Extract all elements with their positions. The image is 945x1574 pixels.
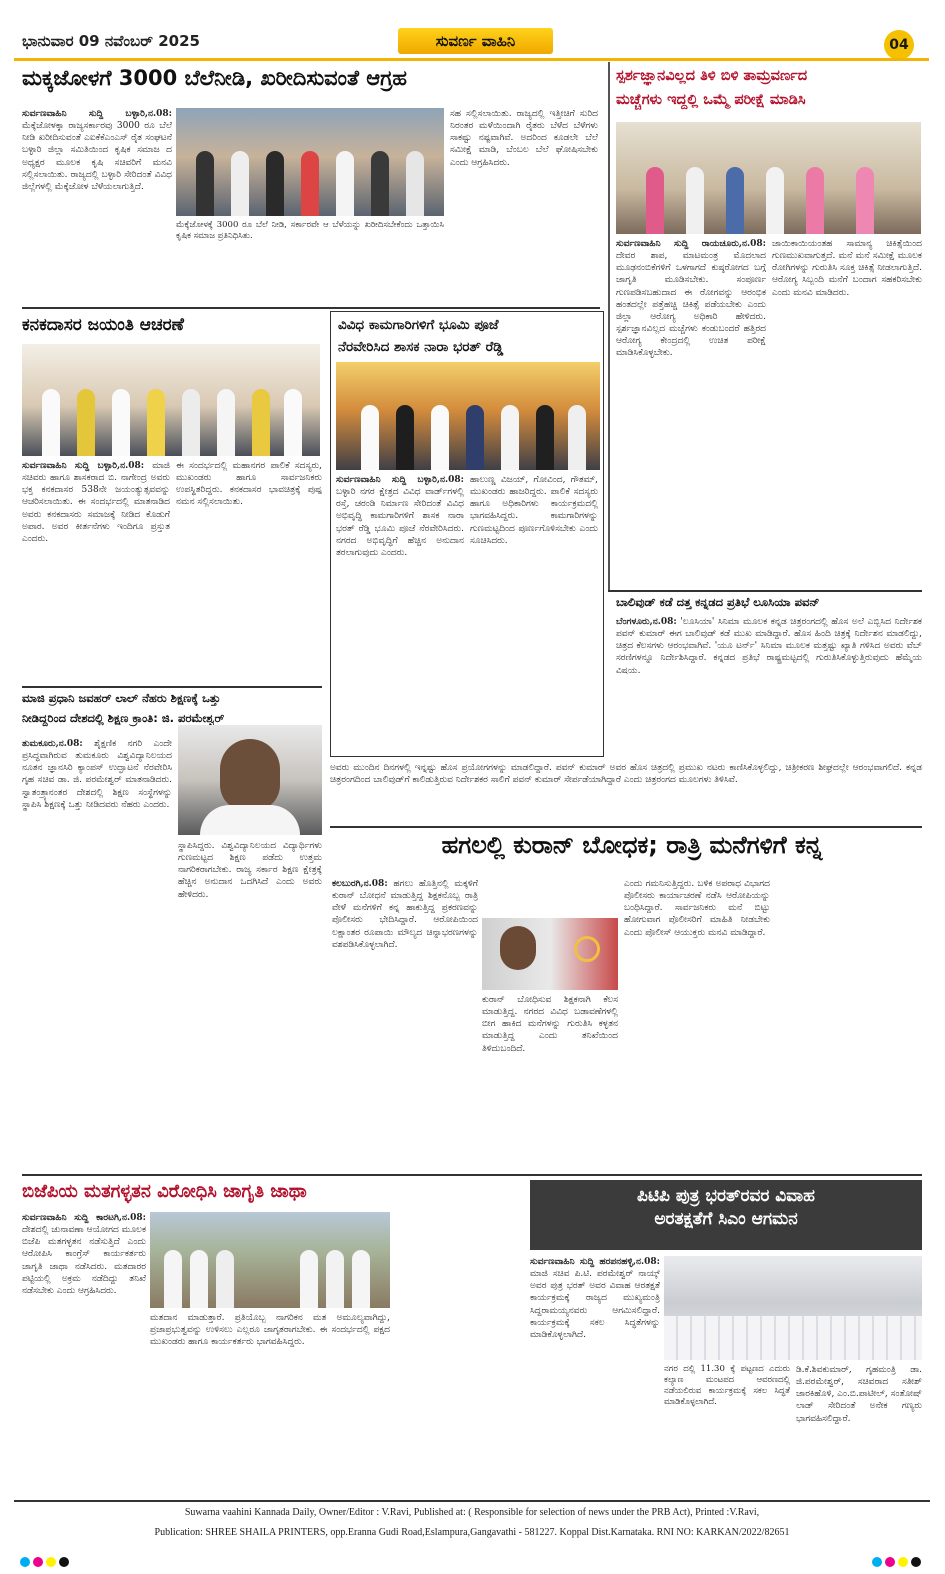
article-body xyxy=(22,460,170,682)
article-body-continued: ಮತದಾನ ಮಾಡುತ್ತಾರೆ. ಪ್ರತಿಯೊಬ್ಬ ನಾಗರಿಕನ ಮತ ಅಮೂಲ್ಯವಾಗಿದ್ದು, ಪ್ರಜಾಪ್ರಭುತ್ವವನ್ನು ಉಳಿಸಲು ಎಲ್ಲರೂ ಜಾಗೃತರಾಗಬೇಕು. ಈ ಸಂದರ್ಭದಲ್ಲಿ ಪಕ್ಷದ ಮುಖಂಡರು ಹಾಗೂ ಕಾರ್ಯಕರ್ತರು ಭಾಗವಹಿಸಿದ್ದರು. xyxy=(150,1313,390,1348)
headline-ptp-line2: ಅರತಕ್ಷತೆಗೆ ಸಿಎಂ ಆಗಮನ xyxy=(654,1209,798,1230)
portrait-shirt xyxy=(200,805,300,835)
article-text: ಬಳ್ಳಾರಿ ನಗರ ಕ್ಷೇತ್ರದ ವಿವಿಧ ವಾರ್ಡ್‌ಗಳಲ್ಲಿ ರಸ್ತೆ, ಚರಂಡಿ ನಿರ್ಮಾಣ ಸೇರಿದಂತೆ ವಿವಿಧ ಅಭಿವೃದ್ಧಿ ಕಾಮಗಾರಿಗಳಿಗೆ ಶಾಸಕ ನಾರಾ ಭರತ್ ರೆಡ್ಡಿ ಭೂಮಿ ಪೂಜೆ ನೆರವೇರಿಸಿದರು. ನಗರದ ಅಭಿವೃದ್ಧಿಗೆ ಹೆಚ್ಚಿನ ಅನುದಾನ ತರಲಾಗುವುದು ಎಂದರು. xyxy=(336,487,464,558)
photo-parameshwar-portrait xyxy=(178,725,322,835)
article-body xyxy=(530,1256,660,1496)
article-text: ದೇವರ ಶಾಪ, ಮಾಟಮಂತ್ರ ಮೊದಲಾದ ಮೂಢನಂಬಿಕೆಗಳಿಗೆ ಒಳಗಾಗದೆ ಕುಷ್ಠರೋಗದ ಬಗ್ಗೆ ಜಾಗೃತಿ ಮೂಡಿಸಬೇಕು. ಸಂಪೂರ್ಣ ಗುಣಪಡಿಸಬಹುದಾದ ಈ ರೋಗವನ್ನು ಆರಂಭಿಕ ಹಂತದಲ್ಲೇ ಪತ್ತೆಹಚ್ಚಿ ಚಿಕಿತ್ಸೆ ಪಡೆಯಬೇಕು ಎಂದು ಜಿಲ್ಲಾ ಆರೋಗ್ಯ ಅಧಿಕಾರಿ ಹೇಳಿದರು. ಸ್ಪರ್ಶಜ್ಞಾನವಿಲ್ಲದ ಮಚ್ಚೆಗಳು ಕಂಡುಬಂದರೆ ಹತ್ತಿರದ ಆರೋಗ್ಯ ಕೇಂದ್ರದಲ್ಲಿ ಉಚಿತ ಪರೀಕ್ಷೆ ಮಾಡಿಸಿಕೊಳ್ಳಬೇಕು. xyxy=(616,251,766,359)
photo-caption: ನಗರ ದಲ್ಲಿ 11.30 ಕ್ಕೆ ಪಟ್ಟಣದ ಎದುರು ಕಲ್ಯಾಣ ಮಂಟಪದ ಆವರಣದಲ್ಲಿ ನಡೆಯಲಿರುವ ಕಾರ್ಯಕ್ರಮಕ್ಕೆ ಸಕಲ ಸಿದ್ಧತೆ ಮಾಡಿಕೊಳ್ಳಲಾಗಿದೆ. xyxy=(664,1364,790,1408)
article-body-continued: ಈ ಸಂದರ್ಭದಲ್ಲಿ ಮಹಾನಗರ ಪಾಲಿಕೆ ಸದಸ್ಯರು, ಮುಖಂಡರು ಹಾಗೂ ಸಾರ್ವಜನಿಕರು ಉಪಸ್ಥಿತರಿದ್ದರು. ಕನಕದಾಸರ ಭಾವಚಿತ್ರಕ್ಕೆ ಪುಷ್ಪ ನಮನ ಸಲ್ಲಿಸಲಾಯಿತು. xyxy=(176,461,322,508)
photo-wedding-venue xyxy=(664,1256,922,1360)
article-text: ಮಾಜಿ ಸಚಿವ ಪಿ.ಟಿ. ಪರಮೇಶ್ವರ್ ನಾಯ್ಕ್ ಅವರ ಪುತ್ರ ಭರತ್ ಅವರ ವಿವಾಹ ಆರತಕ್ಷತೆ ಕಾರ್ಯಕ್ರಮಕ್ಕೆ ರಾಜ್ಯದ ಮುಖ್ಯಮಂತ್ರಿ ಸಿದ್ದರಾಮಯ್ಯನವರು ಆಗಮಿಸಲಿದ್ದಾರೆ. ಕಾರ್ಯಕ್ರಮಕ್ಕೆ ಸಕಲ ಸಿದ್ಧತೆಗಳನ್ನು ಮಾಡಿಕೊಳ್ಳಲಾಗಿದೆ. xyxy=(530,1269,660,1340)
headline-nehru-line2: ನೀಡಿದ್ದರಿಂದ ದೇಶದಲ್ಲಿ ಶಿಕ್ಷಣ ಕ್ರಾಂತಿ: ಜಿ. ಪರಮೇಶ್ವರ್ xyxy=(22,711,225,725)
accused-face xyxy=(500,926,536,970)
headline-bjp: ಬಿಜೆಪಿಯ ಮತಗಳ್ಳತನ ವಿರೋಧಿಸಿ ಜಾಗೃತಿ ಜಾಥಾ xyxy=(22,1181,307,1202)
article-text: ಮೆಕ್ಕೆಜೋಳಕ್ಕಾ ರಾಜ್ಯಸರ್ಕಾರವು 3000 ರೂ ಬೆಲೆ ನೀಡಿ ಖರೀದಿಸುವಂತೆ ಎಐಕೆಕೆಎಂಎಸ್ ರೈತ ಸಂಘಟನೆ ಬಳ್ಳಾರಿ ಜಿಲ್ಲಾ ಸಮಿತಿಯಿಂದ ಕೃಷಿಕ ಸಮಾಜ ದ ಅಧ್ಯಕ್ಷರ ಮೂಲಕ ಕೃಷಿ ಸಚಿವರಿಗೆ ಮನವಿ ಸಲ್ಲಿಸಲಾಯಿತು. ರಾಜ್ಯದಲ್ಲಿ ಬಳ್ಳಾರಿ ಸೇರಿದಂತೆ ವಿವಿಧ ಜಿಲ್ಲೆಗಳಲ್ಲಿ ಮೆಕ್ಕೆಜೋಳ ಬೆಳೆಯಲಾಗುತ್ತಿದೆ. xyxy=(22,121,172,192)
headline-sparsha-line1: ಸ್ಪರ್ಶಜ್ಞಾನವಿಲ್ಲದ ತಿಳಿ ಬಿಳಿ ತಾಮ್ರವರ್ಣದ xyxy=(616,68,808,84)
section-rule xyxy=(22,307,600,309)
masthead-rule xyxy=(14,58,929,61)
section-rule xyxy=(330,826,922,828)
photo-caption: ಮೆಕ್ಕೆಜೋಳಕ್ಕೆ 3000 ರೂ ಬೆಲೆ ನೀಡಿ, ಸರ್ಕಾರವೇ ಆ ಬೆಳೆಯನ್ನು ಖರೀದಿಸಬೇಕೆಂದು ಒತ್ತಾಯಿಸಿ ಕೃಷಿಕ ಸಮಾಜ ಪ್ರತಿನಿಧಿಸಿತು. xyxy=(176,220,444,242)
section-rule xyxy=(22,686,322,688)
photo-accused-and-jewellery xyxy=(482,918,618,990)
article-body xyxy=(616,238,766,588)
article-body-continued: ಸಹ ಸಲ್ಲಿಸಲಾಯಿತು. ರಾಜ್ಯದಲ್ಲಿ ಇತ್ತೀಚಿಗೆ ಸುರಿದ ನಿರಂತರ ಮಳೆಯಿಂದಾಗಿ ರೈತರು ಬೆಳೆದ ಬೆಳೆಗಳು ಸಾಕಷ್ಟು ನಷ್ಟವಾಗಿವೆ. ಅದರಿಂದ ಕೂಡಲೇ ಬೆಲೆ ಸಮೀಕ್ಷೆ ಮಾಡಿ, ಬೆಂಬಲ ಬೆಲೆ ಘೋಷಿಸಬೇಕು ಎಂದು ಆಗ್ರಹಿಸಿದರು. xyxy=(450,109,598,168)
footer-rule xyxy=(14,1500,930,1502)
article-text: ಮಾಜಿ ಸಚಿವರು ಹಾಗೂ ಶಾಸಕರಾದ ಬಿ. ನಾಗೇಂದ್ರ ಅವರು ಭಕ್ತ ಕನಕದಾಸರ 538ನೇ ಜಯಂತ್ಯುತ್ಸವವನ್ನು ಆಚರಿಸಲಾಯಿತು. ಈ ಸಂದರ್ಭದಲ್ಲಿ ಮಾತನಾಡಿದ ಅವರು ಕನಕದಾಸರು ಸಮಾಜಕ್ಕೆ ನೀಡಿದ ಕೊಡುಗೆ ಅಪಾರ. ಅವರ ಕೀರ್ತನೆಗಳು ಇಂದಿಗೂ ಪ್ರಸ್ತುತ ಎಂದರು. xyxy=(22,461,170,544)
photo-bjp-jatha xyxy=(150,1212,390,1308)
article-body-continued: ಜಾಯಿಕಾಯಿಯಂತಹ ಸಾಮಾನ್ಯ ಚಿಕಿತ್ಸೆಯಿಂದ ಗುಣಮುಖವಾಗುತ್ತದೆ. ಮನೆ ಮನೆ ಸಮೀಕ್ಷೆ ಮೂಲಕ ರೋಗಿಗಳನ್ನು ಗುರುತಿಸಿ ಸೂಕ್ತ ಚಿಕಿತ್ಸೆ ನೀಡಲಾಗುತ್ತಿದೆ. ಆರೋಗ್ಯ ಸಿಬ್ಬಂದಿ ಮನೆಗೆ ಬಂದಾಗ ಸಹಕರಿಸಬೇಕು ಎಂದು ಮನವಿ ಮಾಡಿದರು. xyxy=(772,239,922,298)
dateline: ಸುರ್ವಣವಾಹಿನಿ ಸುದ್ದಿ ರಾಯಚೂರು,ನ.08: xyxy=(616,239,766,249)
article-body xyxy=(22,108,172,304)
article-body-continued: ಕುರಾನ್ ಬೋಧಿಸುವ ಶಿಕ್ಷಕನಾಗಿ ಕೆಲಸ ಮಾಡುತ್ತಿದ್ದ. ನಗರದ ವಿವಿಧ ಬಡಾವಣೆಗಳಲ್ಲಿ ಬೀಗ ಹಾಕಿದ ಮನೆಗಳನ್ನು ಗುರುತಿಸಿ ಕಳ್ಳತನ ಮಾಡುತ್ತಿದ್ದ ಎಂದು ತನಿಖೆಯಿಂದ ತಿಳಿದುಬಂದಿದೆ. xyxy=(482,995,618,1054)
article-body-continued: ಸ್ಥಾಪಿಸಿದ್ದರು. ವಿಶ್ವವಿದ್ಯಾನಿಲಯದ ವಿದ್ಯಾರ್ಥಿಗಳು ಗುಣಮಟ್ಟದ ಶಿಕ್ಷಣ ಪಡೆದು ಉತ್ತಮ ನಾಗರಿಕರಾಗಬೇಕು. ರಾಜ್ಯ ಸರ್ಕಾರ ಶಿಕ್ಷಣ ಕ್ಷೇತ್ರಕ್ಕೆ ಹೆಚ್ಚಿನ ಅನುದಾನ ಒದಗಿಸಿದೆ ಎಂದು ಅವರು ಹೇಳಿದರು. xyxy=(178,841,322,900)
imprint-line-1: Suwarna vaahini Kannada Daily, Owner/Editor : V.Ravi, Published at: ( Responsible for selection of news under the PRB Act), Printed :V.Ravi, xyxy=(184,1507,760,1518)
article-body-continued: ಡಿ.ಕೆ.ಶಿವಕುಮಾರ್, ಗೃಹಮಂತ್ರಿ ಡಾ. ಜಿ.ಪರಮೇಶ್ವರ್, ಸಚಿವರಾದ ಸತೀಶ್ ಜಾರಕಿಹೊಳಿ, ಎಂ.ಬಿ.ಪಾಟೀಲ್, ಸಂತೋಷ್ ಲಾಡ್ ಸೇರಿದಂತೆ ಅನೇಕ ಗಣ್ಯರು ಭಾಗವಹಿಸಲಿದ್ದಾರೆ. xyxy=(796,1365,922,1424)
headline-bhoomi-line1: ವಿವಿಧ ಕಾಮಗಾರಿಗಳಿಗೆ ಭೂಮಿ ಪೂಜೆ xyxy=(338,317,499,333)
photo-bhoomi-pooje xyxy=(336,362,600,470)
article-text: ಹಗಲು ಹೊತ್ತಿನಲ್ಲಿ ಮಕ್ಕಳಿಗೆ ಕುರಾನ್ ಬೋಧನೆ ಮಾಡುತ್ತಿದ್ದ ಶಿಕ್ಷಕನೊಬ್ಬ ರಾತ್ರಿ ವೇಳೆ ಮನೆಗಳಿಗೆ ಕನ್ನ ಹಾಕುತ್ತಿದ್ದ ಪ್ರಕರಣವನ್ನು ಪೊಲೀಸರು ಭೇದಿಸಿದ್ದಾರೆ. ಆರೋಪಿಯಿಂದ ಲಕ್ಷಾಂತರ ರೂಪಾಯಿ ಮೌಲ್ಯದ ಚಿನ್ನಾಭರಣಗಳನ್ನು ವಶಪಡಿಸಿಕೊಳ್ಳಲಾಗಿದೆ. xyxy=(332,879,478,950)
article-text: 'ಲೂಸಿಯಾ' ಸಿನಿಮಾ ಮೂಲಕ ಕನ್ನಡ ಚಿತ್ರರಂಗದಲ್ಲಿ ಹೊಸ ಅಲೆ ಎಬ್ಬಿಸಿದ ನಿರ್ದೇಶಕ ಪವನ್ ಕುಮಾರ್ ಈಗ ಬಾಲಿವುಡ್ ಕಡೆ ಮುಖ ಮಾಡಿದ್ದಾರೆ. ಹೊಸ ಹಿಂದಿ ಚಿತ್ರಕ್ಕೆ ನಿರ್ದೇಶನ ಮಾಡಲಿದ್ದು, ಚಿತ್ರದ ಕೆಲಸಗಳು ಆರಂಭವಾಗಿವೆ. 'ಯೂ ಟರ್ನ್' ಸಿನಿಮಾ ಮೂಲಕ ಮತ್ತಷ್ಟು ಖ್ಯಾತಿ ಗಳಿಸಿದ ಅವರು ವೆಬ್ ಸರಣಿಗಳನ್ನೂ ನಿರ್ದೇಶಿಸಿದ್ದಾರೆ. ಕನ್ನಡದ ಪ್ರತಿಭೆ ರಾಷ್ಟ್ರಮಟ್ಟದಲ್ಲಿ ಗುರುತಿಸಿಕೊಳ್ಳುತ್ತಿರುವುದು ಹೆಮ್ಮೆಯ ವಿಷಯ. xyxy=(616,617,922,676)
article-body xyxy=(332,878,478,1170)
column-rule xyxy=(608,62,610,590)
article-text: ದೇಶದಲ್ಲಿ ಚುನಾವಣಾ ಆಯೋಗದ ಮೂಲಕ ಬಿಜೆಪಿ ಮತಗಳ್ಳತನ ನಡೆಸುತ್ತಿದೆ ಎಂದು ಆರೋಪಿಸಿ ಕಾಂಗ್ರೆಸ್ ಕಾರ್ಯಕರ್ತರು ಜಾಗೃತಿ ಜಾಥಾ ನಡೆಸಿದರು. ಮತದಾರರ ಪಟ್ಟಿಯಲ್ಲಿ ಅಕ್ರಮ ನಡೆದಿದ್ದು ತನಿಖೆ ನಡೆಸಬೇಕು ಎಂದು ಆಗ್ರಹಿಸಿದರು. xyxy=(22,1225,146,1296)
dateline: ಸುರ್ವಣವಾಹಿನಿ ಸುದ್ದಿ ಬಳ್ಳಾರಿ,ನ.08: xyxy=(22,461,145,471)
imprint-line-2: Publication: SHREE SHAILA PRINTERS, opp.Eranna Gudi Road,Eslampura,Gangavathi - 581227. Koppal Dist.Karnataka. RNI NO: KARKAN/2022/82651 xyxy=(154,1527,790,1538)
page-number: 04 xyxy=(884,30,914,60)
article-text: ಶೈಕ್ಷಣಿಕ ನಗರಿ ಎಂದೇ ಪ್ರಸಿದ್ಧವಾಗಿರುವ ತುಮಕೂರು ವಿಶ್ವವಿದ್ಯಾನಿಲಯದ ನೂತನ ಜ್ಞಾನಸಿರಿ ಕ್ಯಾಂಪಸ್ ಉದ್ಘಾಟನೆ ನೆರವೇರಿಸಿ ಗೃಹ ಸಚಿವ ಡಾ. ಜಿ. ಪರಮೇಶ್ವರ್ ಮಾತನಾಡಿದರು. ಸ್ವಾತಂತ್ರ್ಯಾನಂತರ ದೇಶದಲ್ಲಿ ಶಿಕ್ಷಣ ಸಂಸ್ಥೆಗಳನ್ನು ಸ್ಥಾಪಿಸಿ ಶಿಕ್ಷಣಕ್ಕೆ ಒತ್ತು ನೀಡಿದವರು ನೆಹರು ಎಂದರು. xyxy=(22,739,172,810)
portrait-face xyxy=(220,739,280,811)
article-body xyxy=(22,1212,146,1497)
headline-makkalu: ಮಕ್ಕಜೋಳಗೆ 3000 ಬೆಲೆನೀಡಿ, ಖರೀದಿಸುವಂತೆ ಆಗ್ರಹ xyxy=(22,66,407,90)
photo-health-awareness xyxy=(616,122,921,234)
article-body xyxy=(336,474,464,754)
article-body-continued: ಹಾಲುಣ್ಣ ವಿಜಯ್, ಗೋವಿಂದ, ಗೌತಮ್, ಮುಖಂಡರು ಹಾಜರಿದ್ದರು. ಪಾಲಿಕೆ ಸದಸ್ಯರು ಹಾಗೂ ಅಧಿಕಾರಿಗಳು ಕಾರ್ಯಕ್ರಮದಲ್ಲಿ ಭಾಗವಹಿಸಿದ್ದರು. ಕಾಮಗಾರಿಗಳನ್ನು ಗುಣಮಟ್ಟದಿಂದ ಪೂರ್ಣಗೊಳಿಸಬೇಕು ಎಂದು ಸೂಚಿಸಿದರು. xyxy=(470,475,598,546)
dateline: ಸುರ್ವಣವಾಹಿನಿ ಸುದ್ದಿ ಬಳ್ಳಾರಿ,ನ.08: xyxy=(336,475,464,485)
section-rule xyxy=(22,1174,922,1176)
article-body xyxy=(616,616,922,758)
issue-date: ಭಾನುವಾರ 09 ನವೆಂಬರ್ 2025 xyxy=(22,32,200,50)
headline-nehru-line1: ಮಾಜಿ ಪ್ರಧಾನಿ ಜವಹರ್ ಲಾಲ್ ನೆಹರು ಶಿಕ್ಷಣಕ್ಕೆ ಒತ್ತು xyxy=(22,691,221,705)
jewellery-icon xyxy=(574,936,600,962)
headline-bhoomi-line2: ನೆರವೇರಿಸಿದ ಶಾಸಕ ನಾರಾ ಭರತ್ ರೆಡ್ಡಿ xyxy=(338,339,504,355)
photo-makkalu-protest xyxy=(176,108,444,216)
photo-kanakadasa-jayanthi xyxy=(22,344,320,456)
article-body-continued: ಎಂದು ಗಮನಿಸುತ್ತಿದ್ದರು. ಬಳಿಕ ಅಪರಾಧ ವಿಭಾಗದ ಪೊಲೀಸರು ಕಾರ್ಯಾಚರಣೆ ನಡೆಸಿ ಆರೋಪಿಯನ್ನು ಬಂಧಿಸಿದ್ದಾರೆ. ಸಾರ್ವಜನಿಕರು ಮನೆ ಬಿಟ್ಟು ಹೋಗುವಾಗ ಪೊಲೀಸರಿಗೆ ಮಾಹಿತಿ ನೀಡಬೇಕು ಎಂದು ಪೊಲೀಸ್ ಆಯುಕ್ತರು ಮನವಿ ಮಾಡಿದ್ದಾರೆ. xyxy=(624,879,770,938)
dateline: ಕಲಬುರಗಿ,ನ.08: xyxy=(332,879,388,889)
color-registration-marks xyxy=(872,1552,924,1571)
dateline: ಸುರ್ವಣವಾಹಿನಿ ಸುದ್ದಿ ಹರಪನಹಳ್ಳಿ,ನ.08: xyxy=(530,1257,660,1267)
headline-lucia: ಬಾಲಿವುಡ್ ಕಡೆ ದತ್ತ ಕನ್ನಡದ ಪ್ರತಿಭೆ ಲೂಸಿಯಾ ಪವನ್ xyxy=(616,595,820,609)
headline-sparsha-line2: ಮಚ್ಚೆಗಳು ಇದ್ದಲ್ಲಿ ಒಮ್ಮೆ ಪರೀಕ್ಷೆ ಮಾಡಿಸಿ xyxy=(616,92,806,108)
venue-chairs xyxy=(664,1316,922,1360)
newspaper-logo: ಸುವರ್ಣ ವಾಹಿನಿ xyxy=(398,28,553,54)
section-rule xyxy=(608,590,922,592)
headline-ptp-line1: ಪಿಟಿಪಿ ಪುತ್ರ ಭರತ್‌ರವರ ವಿವಾಹ xyxy=(637,1186,815,1206)
headline-kanakadasa: ಕನಕದಾಸರ ಜಯಂತಿ ಆಚರಣೆ xyxy=(22,315,184,335)
dateline: ಸುರ್ವಣವಾಹಿನಿ ಸುದ್ದಿ ಬಳ್ಳಾರಿ,ನ.08: xyxy=(22,109,172,119)
article-body xyxy=(22,738,172,1170)
dateline: ಸುರ್ವಣವಾಹಿನಿ ಸುದ್ದಿ ಕಾರಟಗಿ,ನ.08: xyxy=(22,1213,146,1223)
dateline: ಬೆಂಗಳೂರು,ನ.08: xyxy=(616,617,677,627)
headline-band-ptp xyxy=(530,1180,922,1250)
article-body-wide: ಅವರು ಮುಂದಿನ ದಿನಗಳಲ್ಲಿ ಇನ್ನಷ್ಟು ಹೊಸ ಪ್ರಯೋಗಗಳನ್ನು ಮಾಡಲಿದ್ದಾರೆ. ಪವನ್ ಕುಮಾರ್ ಅವರ ಹೊಸ ಚಿತ್ರದಲ್ಲಿ ಪ್ರಮುಖ ನಟರು ಕಾಣಿಸಿಕೊಳ್ಳಲಿದ್ದು, ಚಿತ್ರೀಕರಣ ಶೀಘ್ರದಲ್ಲೇ ಆರಂಭವಾಗಲಿದೆ. ಕನ್ನಡ ಚಿತ್ರರಂಗದಿಂದ ಬಾಲಿವುಡ್‌ಗೆ ಕಾಲಿಡುತ್ತಿರುವ ನಿರ್ದೇಶಕರ ಸಾಲಿಗೆ ಪವನ್ ಕುಮಾರ್ ಸೇರ್ಪಡೆಯಾಗಿದ್ದಾರೆ ಎಂದು ಚಿತ್ರರಂಗದ ಮೂಲಗಳು ತಿಳಿಸಿವೆ. xyxy=(330,763,922,786)
headline-quran: ಹಗಲಲ್ಲಿ ಕುರಾನ್ ಬೋಧಕ; ರಾತ್ರಿ ಮನೆಗಳಿಗೆ ಕನ್ನ xyxy=(441,831,823,859)
color-registration-marks xyxy=(20,1552,72,1571)
dateline: ತುಮಕೂರು,ನ.08: xyxy=(22,739,83,749)
